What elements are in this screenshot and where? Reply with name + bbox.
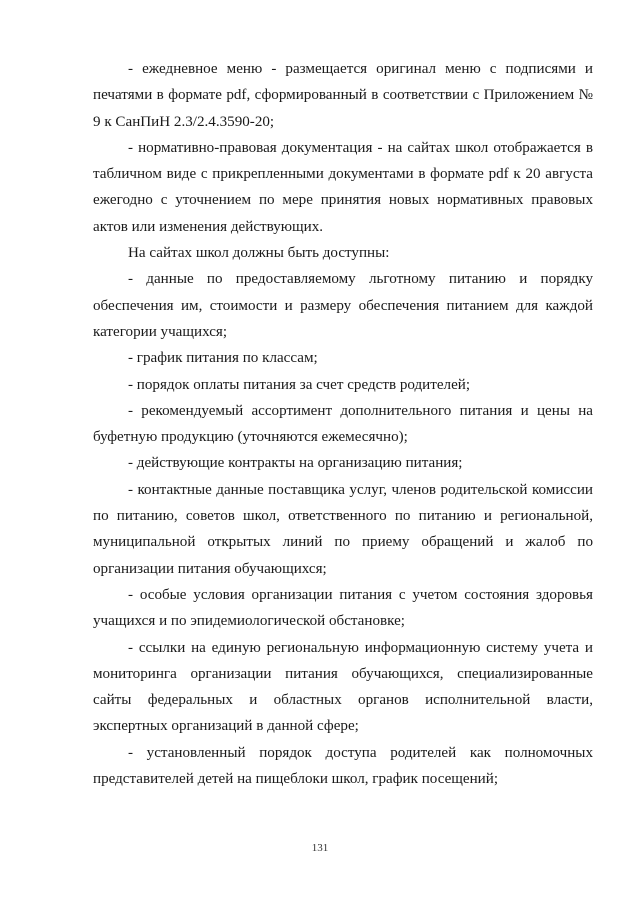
document-body — [93, 56, 593, 792]
paragraph-benefit-data: - данные по предоставляемому льготному питанию и порядку обеспечения им, стоимости и размеру обеспечения питанием для каждой категории учащихся; — [93, 271, 593, 340]
paragraph-special-conditions: - особые условия организации питания с учетом состояния здоровья учащихся и по эпидемиологической обстановке; — [93, 586, 593, 630]
paragraph-daily-menu: - ежедневное меню - размещается оригинал меню с подписями и печатями в формате pdf, сформированный в соответствии с Приложением № 9 к СанПиН 2.3/2.4.3590-20; — [93, 61, 593, 130]
paragraph-contracts: - действующие контракты на организацию питания; — [128, 455, 463, 472]
paragraph-access-procedure: - установленный порядок доступа родителей как полномочных представителей детей на пищеблоки школ, график посещений; — [93, 744, 593, 788]
paragraph-payment-procedure: - порядок оплаты питания за счет средств родителей; — [128, 376, 471, 393]
paragraph-contacts: - контактные данные поставщика услуг, членов родительской комиссии по питанию, советов школ, ответственного по питанию и региональной, муниципальной открытых линий по приему обращений и жалоб по организации питания обучающихся; — [93, 481, 593, 577]
paragraph-links: - ссылки на единую региональную информационную систему учета и мониторинга организации питания обучающихся, специализированные сайты федеральных и областных органов исполнительной власти, экспертных организаций в данной сфере; — [93, 639, 593, 735]
paragraph-regulatory-docs: - нормативно-правовая документация - на сайтах школ отображается в табличном виде с прикрепленными документами в формате pdf к 20 августа ежегодно с уточнением по мере принятия новых нормативных правовых актов или изменения действующих. — [93, 139, 593, 235]
paragraph-available-heading: На сайтах школ должны быть доступны: — [128, 245, 390, 262]
page-number: 131 — [311, 842, 329, 854]
paragraph-meal-schedule: - график питания по классам; — [128, 350, 318, 367]
paragraph-assortment: - рекомендуемый ассортимент дополнительного питания и цены на буфетную продукцию (уточняются ежемесячно); — [93, 402, 593, 446]
